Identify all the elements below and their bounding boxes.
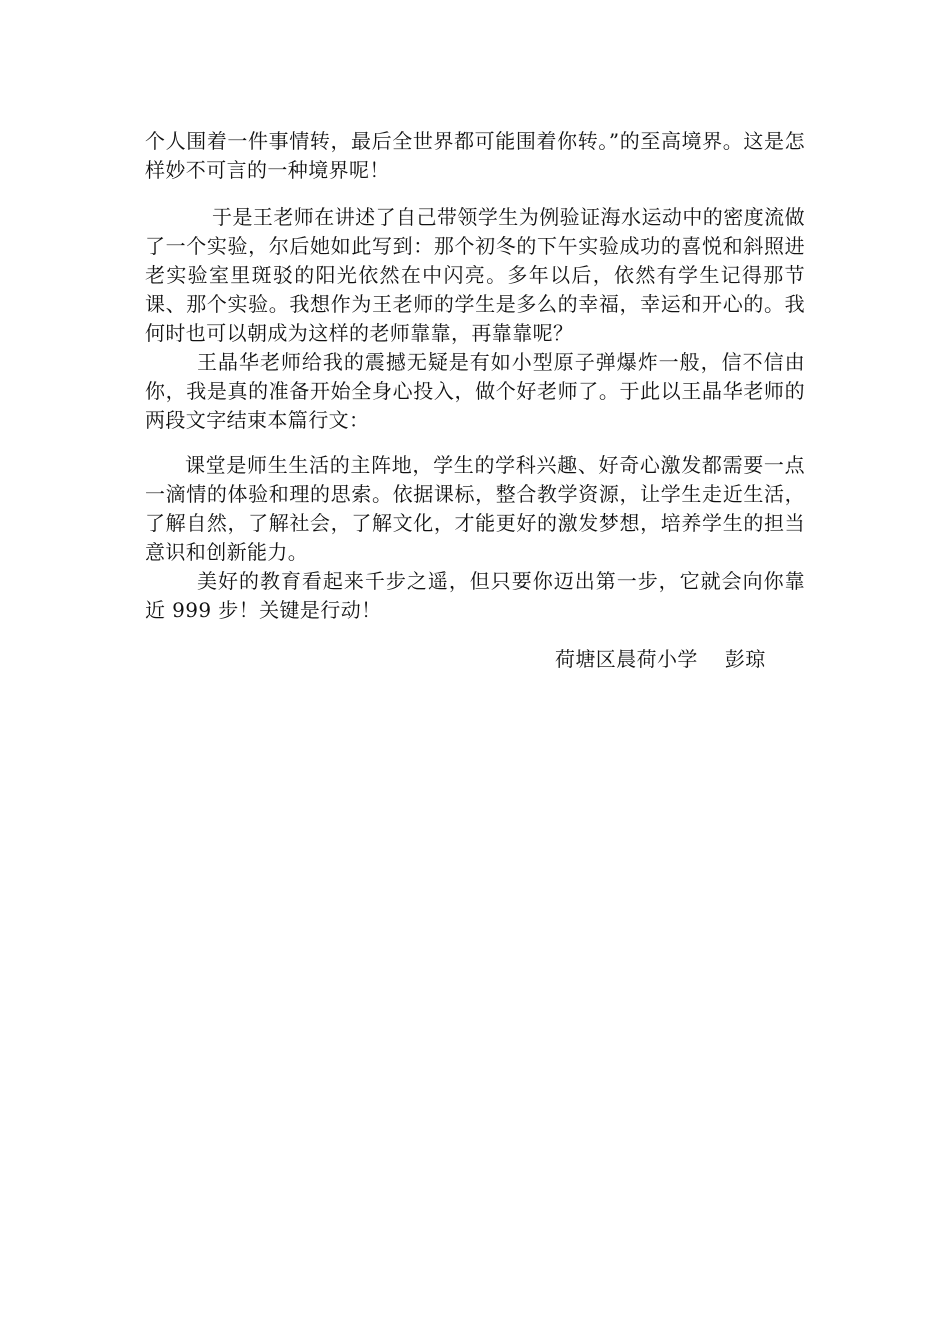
paragraph-quote-classroom — [145, 451, 805, 567]
paragraph-text: 于是王老师在讲述了自己带领学生为例验证海水运动中的密度流做了一个实验，尔后她如此写到：那个初冬的下午实验成功的喜悦和斜照进老实验室里斑驳的阳光依然在中闪亮。多年以后，依然有学生记得那节课、那个实验。我想作为王老师的学生是多么的幸福，幸运和开心的。我何时也可以朝成为这样的老师靠靠，再靠靠呢？ — [145, 205, 805, 345]
paragraph-continuation — [145, 127, 805, 185]
paragraph-experiment — [145, 203, 805, 348]
paragraph-text: 美好的教育看起来千步之遥，但只要你迈出第一步，它就会向你靠近 999 步！关键是行动！ — [145, 569, 805, 622]
paragraph-text: 个人围着一件事情转，最后全世界都可能围着你转。”的至高境界。这是怎样妙不可言的一种境界呢！ — [145, 129, 805, 182]
paragraph-impression — [145, 348, 805, 435]
paragraph-text: 王晶华老师给我的震撼无疑是有如小型原子弹爆炸一般，信不信由你，我是真的准备开始全身心投入，做个好老师了。于此以王晶华老师的两段文字结束本篇行文： — [145, 350, 805, 432]
author-signature: 荷塘区晨荷小学 彭琼 — [555, 647, 766, 671]
paragraph-quote-education — [145, 567, 805, 625]
paragraph-text: 课堂是师生生活的主阵地，学生的学科兴趣、好奇心激发都需要一点一滴情的体验和理的思索。依据课标，整合教学资源，让学生走近生活，了解自然，了解社会，了解文化，才能更好的激发梦想，培养学生的担当意识和创新能力。 — [145, 453, 805, 564]
